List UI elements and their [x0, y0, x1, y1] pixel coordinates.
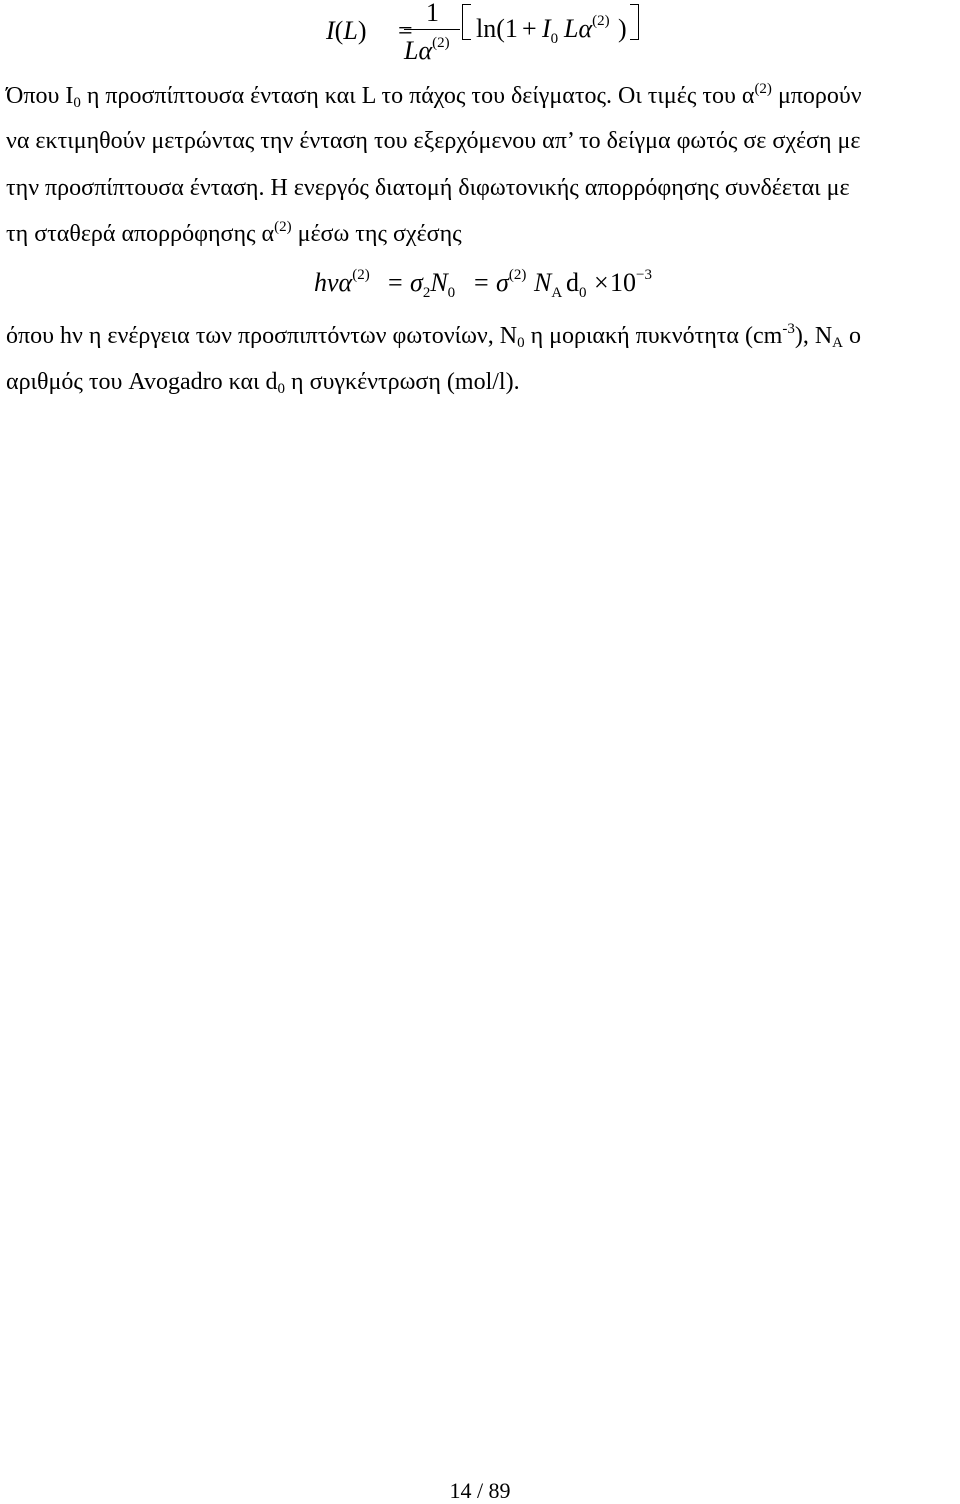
- eq1-equals: =: [398, 16, 413, 45]
- eq2-equals-1: =: [388, 268, 403, 297]
- eq2-times: ×: [594, 268, 609, 297]
- para1-line4: τη σταθερά απορρόφησης $\alpha^{(2)}$ μέσω της σχέσης: [6, 219, 462, 247]
- para1-line1: Όπου I0 η προσπίπτουσα ένταση και L το πάχος του δείγματος. Οι τιμές του $\alpha^{(2)}$ μπορούν: [6, 81, 862, 111]
- eq1-numerator: 1: [426, 0, 439, 27]
- page-number: 14 / 89: [449, 1478, 511, 1503]
- eq2-equals-2: =: [474, 268, 489, 297]
- eq2-h-nu-alpha: hνα$^{(2)}$: [314, 267, 370, 297]
- eq1-lhs: I(L): [326, 16, 367, 45]
- eq1-fraction-bar: [404, 29, 460, 30]
- eq2-ten-power: $10^{-3}$: [610, 267, 652, 297]
- para2-line2: αριθμός του Avogadro και d0 η συγκέντρωση (mol/l).: [6, 369, 520, 397]
- para1-line2: να εκτιμηθούν μετρώντας την ένταση του εξερχόμενου απ’ το δείγμα φωτός σε σχέση με: [6, 128, 861, 154]
- eq1-I0: $I_0$: [542, 14, 559, 47]
- eq2-sigma2-N0: $\sigma_2N_0$: [410, 268, 456, 301]
- eq1-plus: +: [522, 14, 537, 43]
- eq1-right-bracket: [630, 4, 639, 40]
- eq1-denominator: $L\alpha^{(2)}$: [404, 35, 450, 65]
- eq2-d0: $d_0$: [566, 268, 587, 301]
- eq2-sigma: $\sigma^{(2)}$: [496, 267, 527, 297]
- para2-line1: όπου hν η ενέργεια των προσπιπτόντων φωτονίων, N0 η μοριακή πυκνότητα $(cm^{-3})$, NA ο: [6, 321, 861, 351]
- eq1-close-paren: ): [618, 14, 627, 43]
- para1-line3: την προσπίπτουσα ένταση. Η ενεργός διατομή διφωτονικής απορρόφησης συνδέεται με: [6, 175, 850, 201]
- eq1-ln: ln(1: [476, 14, 518, 43]
- eq2-NA: $N_A$: [534, 268, 563, 301]
- eq1-left-bracket: [462, 4, 471, 40]
- eq1-L-alpha: $L\alpha^{(2)}$: [564, 13, 610, 43]
